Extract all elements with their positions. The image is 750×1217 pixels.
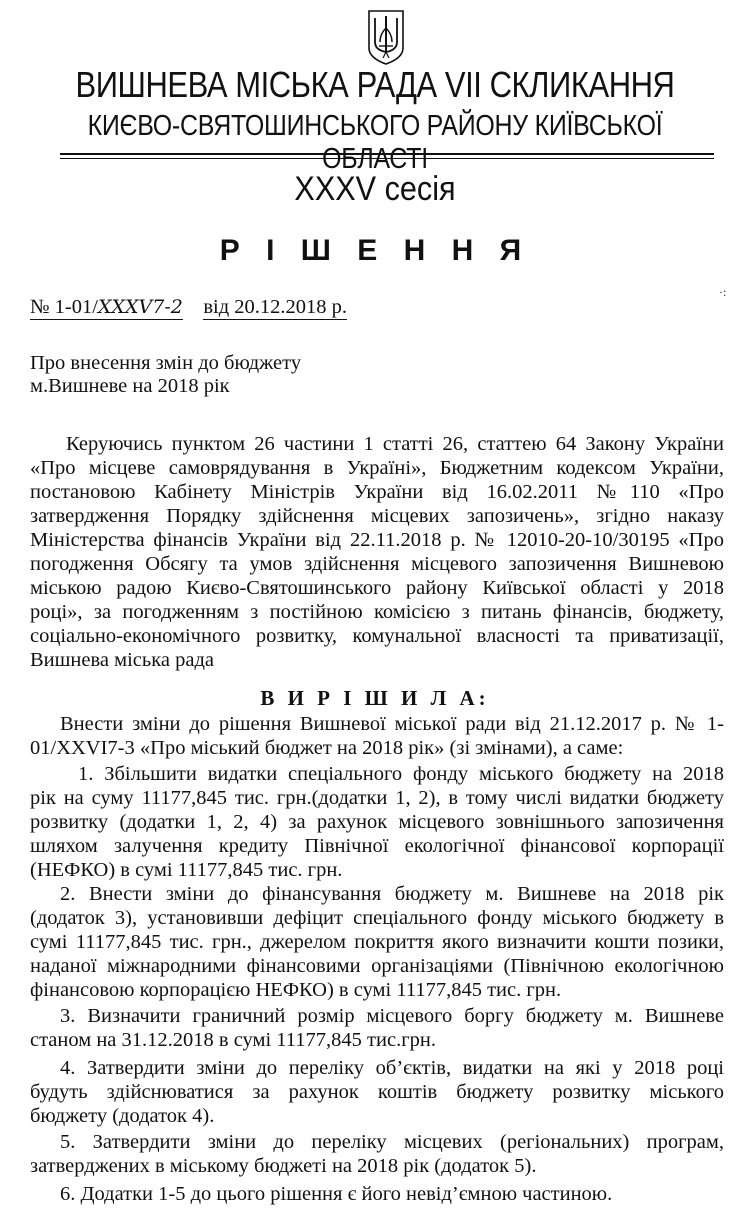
- item-2: [30, 882, 724, 1002]
- item-5: [30, 1130, 724, 1178]
- item-line: станом на 31.12.2018 в сумі 11177,845 тис.грн.: [30, 1029, 436, 1051]
- document-title: Р І Ш Е Н Н Я: [219, 234, 531, 267]
- item-line: будуть здійснюватися за рахунок коштів бюджету розвитку міського: [30, 1081, 724, 1103]
- item-1: [30, 762, 724, 882]
- item-6: [30, 1182, 724, 1206]
- document-date: від 20.12.2018 р.: [203, 296, 348, 318]
- intro: [30, 712, 724, 760]
- item-line: сумі 11177,845 тис. грн., джерелом покриття якого визначити кошти позики,: [30, 931, 724, 953]
- preamble-line: постановою Кабінету Міністрів України від 16.02.2011 №110 «Про: [30, 481, 724, 503]
- item-line: 6. Додатки 1-5 до цього рішення є його невід’ємною частиною.: [60, 1183, 613, 1205]
- preamble-line: році», за погодженням з постійною комісією з питань фінансів, бюджету,: [30, 601, 724, 623]
- item-line: затверджених в міському бюджеті на 2018 рік (додаток 5).: [30, 1155, 537, 1177]
- item-line: (додаток 3), установивши дефіцит спеціального фонду міського бюджету в: [30, 907, 724, 929]
- item-line: шляхом залучення кредиту Північної екологічної фінансової корпорації: [30, 835, 724, 857]
- item-line: 3. Визначити граничний розмір місцевого боргу бюджету м. Вишневе: [60, 1005, 724, 1027]
- number-prefix: № 1-01/: [30, 296, 98, 318]
- item-line: бюджету (додаток 4).: [30, 1105, 215, 1127]
- document-number: [30, 296, 347, 319]
- resolved-heading: В И Р І Ш И Л А:: [260, 686, 490, 710]
- preamble-line: Керуючись пунктом 26 частини 1 статті 26, статтею 64 Закону України: [66, 433, 724, 455]
- council-name: ВИШНЕВА МІСЬКА РАДА VII СКЛИКАННЯ: [75, 64, 675, 105]
- item-line: наданої міжнародними фінансовими організаціями (Північною екологічною: [30, 955, 724, 977]
- stray-mark: ·:: [719, 285, 727, 299]
- item-3: [30, 1004, 724, 1052]
- preamble-line: міською радою Києво-Святошинського району Київської області у 2018: [30, 577, 724, 599]
- district-name: КИЄВО-СВЯТОШИНСЬКОГО РАЙОНУ КИЇВСЬКОЇ ОБЛАСТІ: [87, 110, 663, 175]
- trident-icon: [365, 8, 407, 66]
- handwritten-number: XXXV7-2: [97, 296, 183, 318]
- session-title: XXXV сесія: [294, 170, 456, 208]
- subject-line: м.Вишневе на 2018 рік: [30, 375, 230, 397]
- item-line: розвитку (додатки 1, 2, 4) за рахунок місцевого зовнішнього запозичення: [30, 811, 724, 833]
- preamble-line: соціально-економічного розвитку, комунальної власності та приватизації,: [30, 625, 724, 647]
- preamble-line: затвердження Порядку здійснення місцевих запозичень», згідно наказу: [30, 505, 724, 527]
- preamble: [30, 432, 724, 672]
- number-underlined: [30, 296, 183, 320]
- item-line: 5. Затвердити зміни до переліку місцевих (регіональних) програм,: [60, 1131, 724, 1153]
- intro-line: Внести зміни до рішення Вишневої міської ради від 21.12.2017 р. № 1-: [60, 713, 724, 735]
- item-line: 1. Збільшити видатки спеціального фонду міського бюджету на 2018: [78, 763, 724, 785]
- intro-line: 01/XXVI7-3 «Про міський бюджет на 2018 рік» (зі змінами), а саме:: [30, 737, 624, 759]
- item-line: (НЕФКО) в сумі 11177,845 тис. грн.: [30, 859, 343, 881]
- item-line: фінансовою корпорацією НЕФКО) в сумі 11177,845 тис. грн.: [30, 979, 562, 1001]
- preamble-line: погодження Обсягу та умов здійснення місцевого запозичення Вишневою: [30, 553, 724, 575]
- preamble-line: Міністерства фінансів України від 22.11.2018 р. № 12010-20-10/30195 «Про: [30, 529, 724, 551]
- subject-line: Про внесення змін до бюджету: [30, 352, 302, 374]
- item-line: 2. Внести зміни до фінансування бюджету м. Вишневе на 2018 рік: [60, 883, 724, 905]
- preamble-line: «Про місцеве самоврядування в Україні», Бюджетним кодексом України,: [30, 457, 724, 479]
- preamble-line: Вишнева міська рада: [30, 649, 214, 671]
- item-4: [30, 1056, 724, 1128]
- item-line: 4. Затвердити зміни до переліку об’єктів, видатки на які у 2018 році: [60, 1057, 724, 1079]
- header-rule: [60, 153, 714, 155]
- subject: [30, 352, 301, 398]
- header-rule-thin: [60, 158, 714, 159]
- item-line: рік на суму 11177,845 тис. грн.(додатки 1, 2), в тому числі видатки бюджету: [30, 787, 724, 809]
